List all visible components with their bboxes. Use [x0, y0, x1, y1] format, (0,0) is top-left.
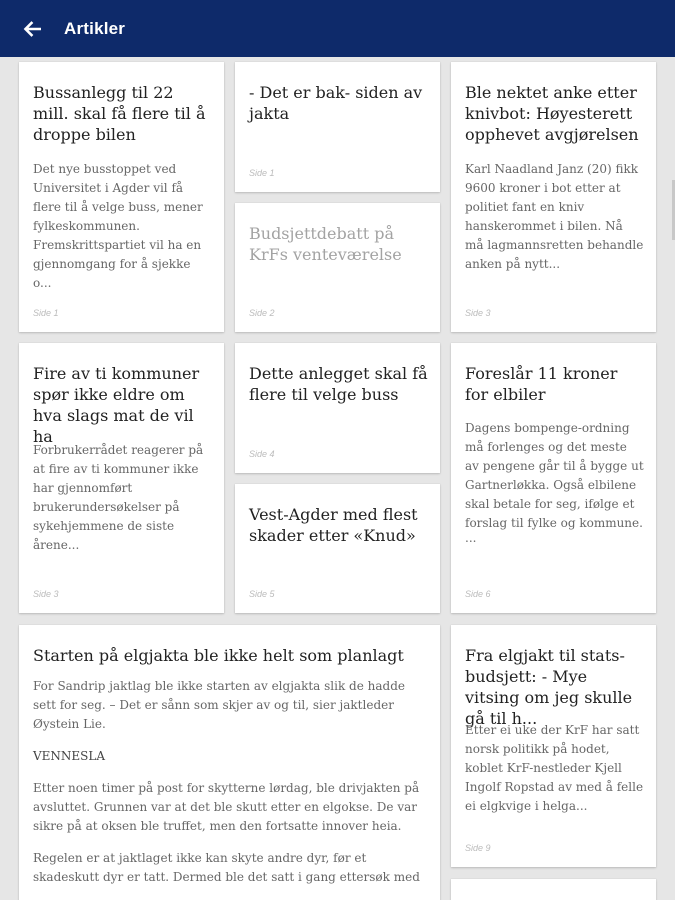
- article-summary: [465, 419, 644, 543]
- article-card[interactable]: [19, 343, 224, 613]
- article-title: Foreslår 11 kroner for elbiler: [465, 364, 618, 404]
- article-page: Side 6: [465, 589, 491, 599]
- article-title: Fire av ti kommuner spør ikke eldre om hva slags mat de vil ha: [33, 364, 200, 446]
- article-page: Side 3: [33, 589, 59, 599]
- article-card[interactable]: [235, 343, 440, 473]
- article-title: Ble nektet anke etter knivbot: Høyesterett opphevet avgjørelsen: [465, 83, 639, 144]
- article-title: Dette anlegget skal få flere til velge buss: [249, 364, 428, 404]
- article-page: Side 5: [249, 589, 275, 599]
- article-body: [33, 677, 424, 900]
- article-card[interactable]: [451, 343, 656, 613]
- article-card[interactable]: [451, 62, 656, 332]
- article-card[interactable]: [235, 484, 440, 613]
- article-summary: Det nye busstoppet ved Universitet i Agder vil få flere til å velge buss, mener fylkeskommunen. Fremskrittspartiet vil ha en gjennomgang for å sjekke o...: [33, 162, 203, 290]
- article-card[interactable]: [451, 625, 656, 867]
- article-title: Starten på elgjakta ble ikke helt som planlagt: [33, 646, 404, 665]
- article-title: Fra elgjakt til stats-budsjett: - Mye vitsing om jeg skulle gå til h...: [465, 646, 633, 728]
- article-card[interactable]: [19, 62, 224, 332]
- article-card[interactable]: [235, 62, 440, 192]
- article-card[interactable]: [451, 879, 656, 900]
- article-summary-more: ...: [465, 531, 477, 545]
- article-title: Budsjettdebatt på KrFs venteværelse: [249, 224, 402, 264]
- article-paragraph: Etter noen timer på post for skytterne lørdag, ble drivjakten på avsluttet. Grunnen var at det ble skutt etter en elgokse. De var sikre på at oksen ble truffet, men den fortsatte innover heia.: [33, 781, 420, 833]
- back-button[interactable]: [7, 0, 57, 57]
- article-card[interactable]: [19, 625, 440, 900]
- article-title: - Det er bak- siden av jakta: [249, 83, 423, 123]
- page-title: Artikler: [64, 18, 126, 38]
- article-page: Side 1: [249, 168, 275, 178]
- app-bar: [0, 0, 675, 57]
- arrow-left-icon: [23, 21, 41, 37]
- article-page: Side 3: [465, 308, 491, 318]
- article-page: Side 2: [249, 308, 275, 318]
- article-summary: Etter ei uke der KrF har satt norsk politikk på hodet, koblet KrF-nestleder Kjell Ingolf Ropstad av med å felle ei elgkvige i helga...: [465, 723, 644, 813]
- article-title: Vest-Agder med flest skader etter «Knud»: [249, 505, 418, 545]
- article-page: Side 1: [33, 308, 59, 318]
- article-page: Side 4: [249, 449, 275, 459]
- article-page: Side 9: [465, 843, 491, 853]
- article-card[interactable]: [235, 203, 440, 332]
- article-paragraph: VENNESLA: [33, 749, 106, 763]
- article-paragraph: For Sandrip jaktlag ble ikke starten av elgjakta slik de hadde sett for seg. – Det er sånn som skjer av og til, sier jaktleder Øystein Lie.: [33, 679, 405, 731]
- article-summary: Forbrukerrådet reagerer på at fire av ti kommuner ikke har gjennomført brukerundersøkelser på sykehjemmene de siste årene...: [33, 443, 204, 552]
- article-summary: Karl Naadland Janz (20) fikk 9600 kroner i bot etter at politiet fant en kniv hanskerommet i bilen. Nå må lagmannsretten behandle anken på nytt...: [465, 162, 644, 271]
- article-summary-text: Dagens bompenge-ordning må forlenges og det meste av pengene går til å bygge ut Gartnerløkka. Også elbilene skal betale for seg, ifølge et forslag til fylke og kommune.: [465, 421, 644, 530]
- article-title: Bussanlegg til 22 mill. skal få flere til å droppe bilen: [33, 83, 206, 144]
- article-paragraph: Regelen er at jaktlaget ikke kan skyte andre dyr, før et skadeskutt dyr er tatt. Dermed ble det satt i gang ettersøk med: [33, 851, 420, 884]
